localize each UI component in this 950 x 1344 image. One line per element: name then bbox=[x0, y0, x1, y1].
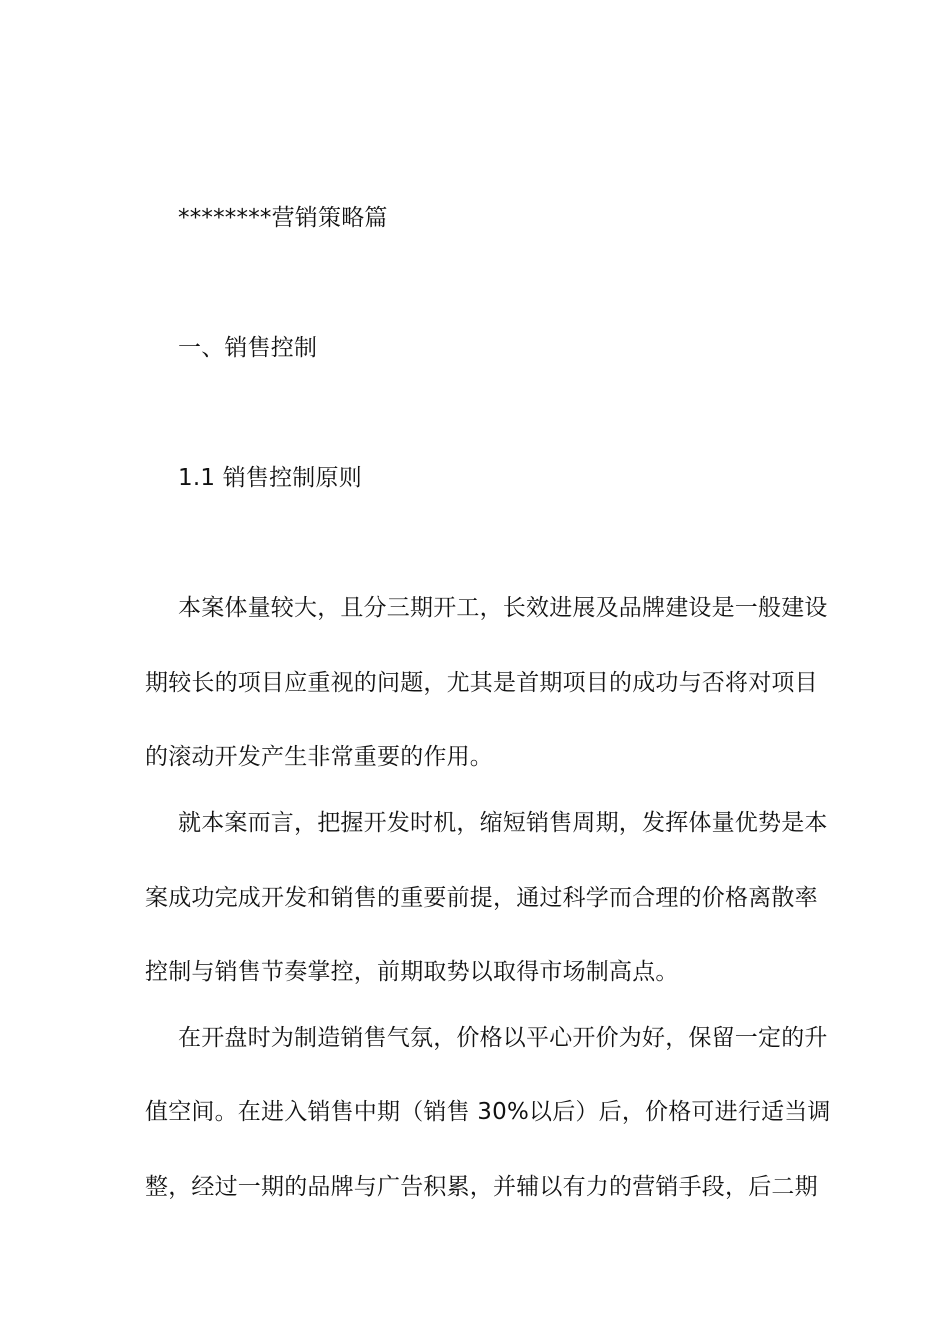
paragraph-1-line-1: 本案体量较大，且分三期开工，长效进展及品牌建设是一般建设 bbox=[178, 595, 828, 621]
subsection-heading: 1.1 销售控制原则 bbox=[178, 465, 362, 491]
paragraph-2-line-3: 控制与销售节奏掌控，前期取势以取得市场制高点。 bbox=[145, 959, 679, 985]
document-title: ********营销策略篇 bbox=[178, 205, 388, 231]
paragraph-3-line-2: 值空间。在进入销售中期（销售 30%以后）后，价格可进行适当调 bbox=[145, 1099, 831, 1125]
paragraph-1-line-2: 期较长的项目应重视的问题，尤其是首期项目的成功与否将对项目 bbox=[145, 670, 818, 696]
paragraph-3-line-1: 在开盘时为制造销售气氛，价格以平心开价为好，保留一定的升 bbox=[178, 1025, 828, 1051]
paragraph-1-line-3: 的滚动开发产生非常重要的作用。 bbox=[145, 744, 493, 770]
paragraph-2-line-1: 就本案而言，把握开发时机，缩短销售周期，发挥体量优势是本 bbox=[178, 810, 828, 836]
section-heading: 一、销售控制 bbox=[178, 335, 318, 361]
paragraph-2-line-2: 案成功完成开发和销售的重要前提，通过科学而合理的价格离散率 bbox=[145, 885, 818, 911]
paragraph-3-line-3: 整，经过一期的品牌与广告积累，并辅以有力的营销手段，后二期 bbox=[145, 1174, 818, 1200]
